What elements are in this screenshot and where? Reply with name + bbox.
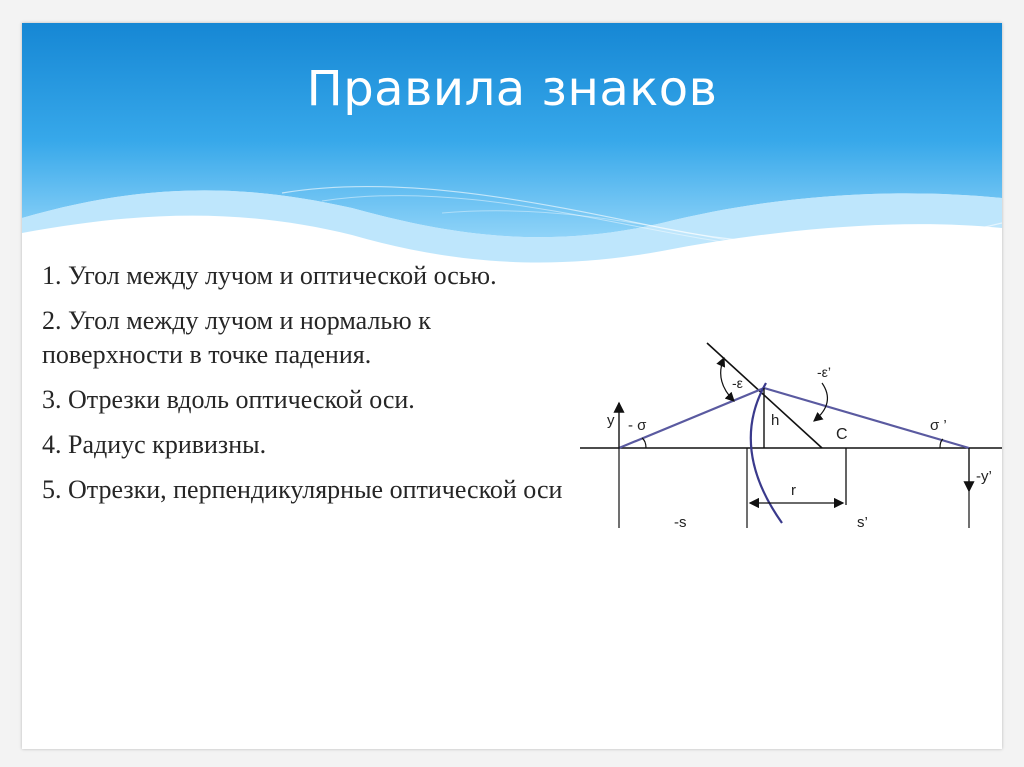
label-h: h: [771, 412, 780, 429]
light-ray: [619, 388, 969, 448]
label-sigma-prime: σ ’: [930, 417, 947, 434]
rule-item-5: 5. Отрезки, перпендикулярные оптической оси: [42, 475, 563, 504]
refracting-surface: [751, 383, 782, 523]
label-r: r: [791, 482, 796, 499]
label-minus-y-prime: -y’: [976, 468, 992, 485]
sign-rules-diagram: [574, 313, 1002, 528]
label-minus-epsilon: -ε: [732, 375, 743, 391]
rule-item-4: 4. Радиус кривизны.: [42, 430, 267, 459]
label-minus-s: -s: [674, 514, 687, 528]
label-y: y: [607, 412, 615, 429]
rule-item-2: 2. Угол между лучом и нормалью к поверхности в точке падения.: [42, 306, 431, 369]
rule-item-3: 3. Отрезки вдоль оптической оси.: [42, 385, 415, 414]
sigma-arc: [642, 438, 646, 448]
slide: [22, 23, 1002, 749]
label-c: C: [836, 426, 848, 443]
label-s-prime: s’: [857, 514, 868, 528]
slide-title: Правила знаков: [306, 61, 718, 117]
rule-item-1: 1. Угол между лучом и оптической осью.: [42, 261, 497, 290]
label-minus-sigma: - σ: [628, 417, 647, 434]
label-minus-epsilon-prime: -ε’: [817, 364, 832, 380]
rules-list: [42, 259, 572, 518]
epsilon-prime-arc: [814, 383, 827, 421]
